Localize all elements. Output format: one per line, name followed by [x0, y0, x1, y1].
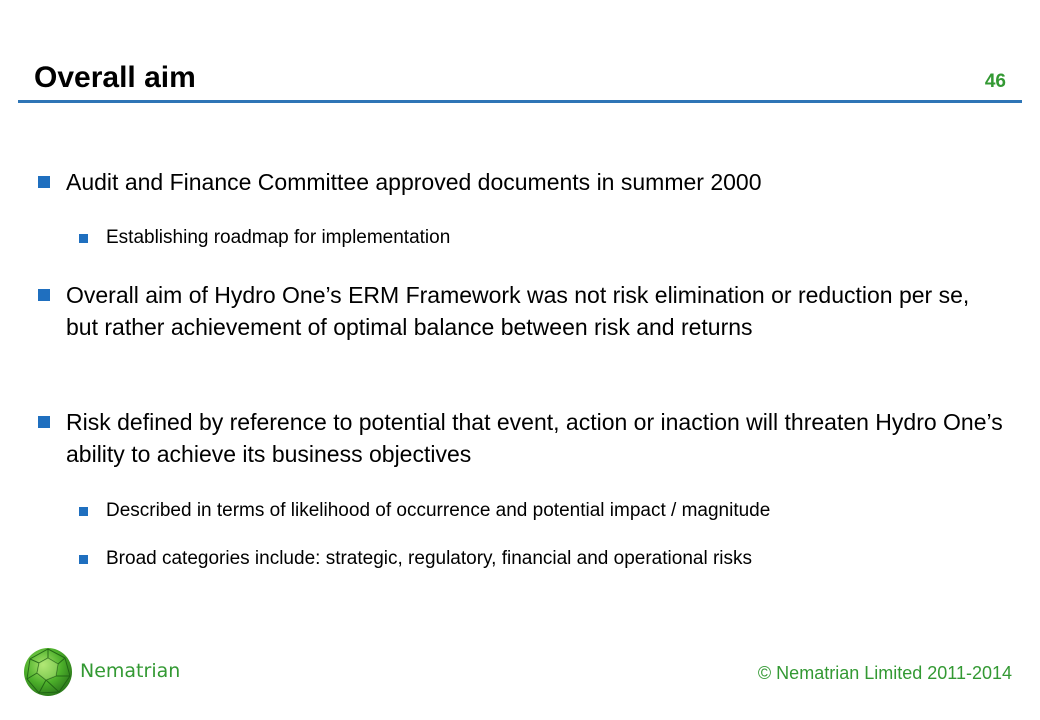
sub-bullet-marker — [79, 234, 88, 243]
footer-copyright: © Nematrian Limited 2011-2014 — [757, 663, 1012, 683]
slide-number: 46 — [984, 71, 1006, 92]
bullet-marker — [38, 176, 50, 188]
bullet-item: Risk defined by reference to potential that event, action or inaction will threaten Hydro One’s ability to achieve its business objectives — [66, 409, 1003, 467]
bullet-item: Audit and Finance Committee approved documents in summer 2000 — [66, 169, 762, 195]
bullet-marker — [38, 416, 50, 428]
bullet-marker — [38, 289, 50, 301]
green-polyhedron-logo-icon — [22, 646, 74, 698]
sub-bullet-marker — [79, 507, 88, 516]
title-divider — [18, 100, 1022, 103]
sub-bullet-item: Broad categories include: strategic, regulatory, financial and operational risks — [106, 548, 752, 569]
slide-title: Overall aim — [34, 61, 196, 94]
sub-bullet-item: Described in terms of likelihood of occurrence and potential impact / magnitude — [106, 500, 771, 521]
bullet-item: Overall aim of Hydro One’s ERM Framework was not risk elimination or reduction per se, but rather achievement of optimal balance between risk and returns — [66, 282, 970, 340]
sub-bullet-item: Establishing roadmap for implementation — [106, 227, 451, 248]
sub-bullet-marker — [79, 555, 88, 564]
footer-brand: Nematrian — [80, 660, 181, 682]
